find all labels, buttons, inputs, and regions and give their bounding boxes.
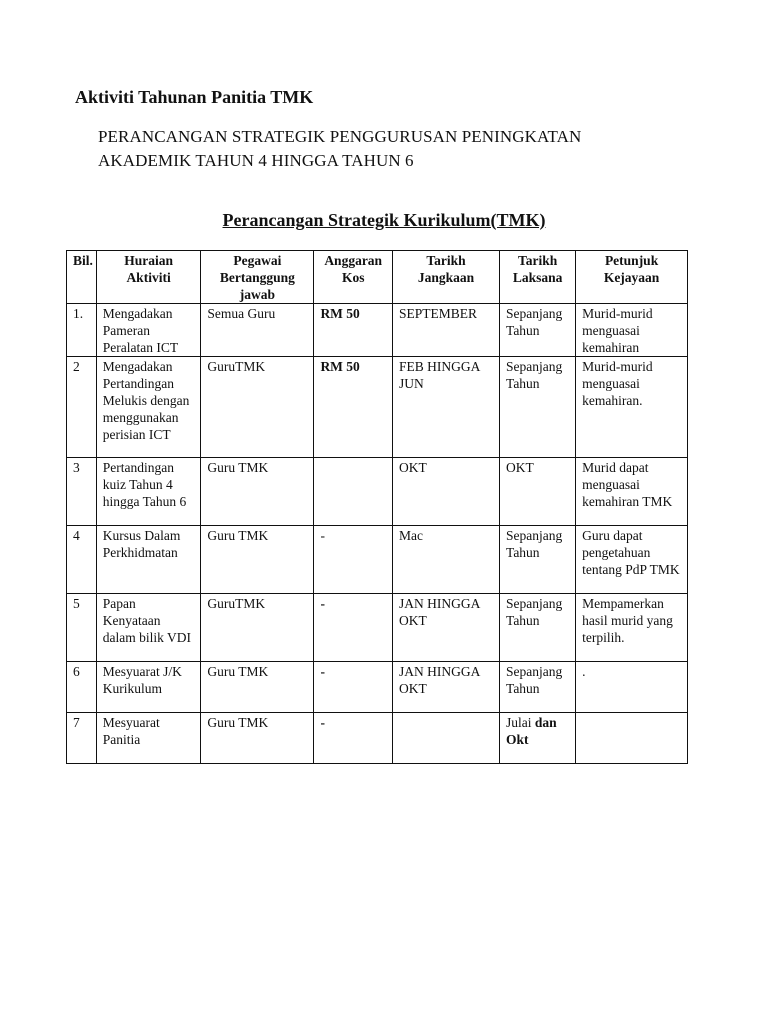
cell-anggaran: - xyxy=(314,526,393,594)
cell-tarikh-jangkaan: FEB HINGGA JUN xyxy=(392,357,499,458)
table-row xyxy=(67,713,688,764)
cell-petunjuk: Murid dapat menguasai kemahiran TMK xyxy=(576,458,688,526)
cell-tarikh-jangkaan: SEPTEMBER xyxy=(392,304,499,357)
cell-anggaran: RM 50 xyxy=(314,304,393,357)
header-bil: Bil. xyxy=(67,251,97,304)
cell-bil: 1. xyxy=(67,304,97,357)
cell-bil: 5 xyxy=(67,594,97,662)
header-anggaran: Anggaran Kos xyxy=(314,251,393,304)
cell-huraian: Kursus Dalam Perkhidmatan xyxy=(96,526,201,594)
cell-tarikh-laksana: Sepanjang Tahun xyxy=(500,594,576,662)
cell-pegawai: Guru TMK xyxy=(201,458,314,526)
cell-anggaran: - xyxy=(314,594,393,662)
table-row xyxy=(67,458,688,526)
cell-petunjuk: Murid-murid menguasai kemahiran. xyxy=(576,357,688,458)
cell-petunjuk: Guru dapat pengetahuan tentang PdP TMK xyxy=(576,526,688,594)
activity-table xyxy=(66,250,688,764)
cell-huraian: Papan Kenyataan dalam bilik VDI xyxy=(96,594,201,662)
header-pegawai: Pegawai Bertanggung jawab xyxy=(201,251,314,304)
cell-tarikh-laksana: Sepanjang Tahun xyxy=(500,357,576,458)
cell-anggaran: - xyxy=(314,713,393,764)
cell-tarikh-jangkaan: Mac xyxy=(392,526,499,594)
table-row xyxy=(67,304,688,357)
table-header-row xyxy=(67,251,688,304)
table-row xyxy=(67,526,688,594)
cell-bil: 6 xyxy=(67,662,97,713)
table-row xyxy=(67,357,688,458)
cell-petunjuk: . xyxy=(576,662,688,713)
table-row xyxy=(67,594,688,662)
document-title: Aktiviti Tahunan Panitia TMK xyxy=(75,87,314,107)
section-heading: Perancangan Strategik Kurikulum(TMK) xyxy=(222,210,546,230)
header-tarikh-laksana: Tarikh Laksana xyxy=(500,251,576,304)
cell-bil: 3 xyxy=(67,458,97,526)
table-row xyxy=(67,662,688,713)
cell-huraian: Mesyuarat J/K Kurikulum xyxy=(96,662,201,713)
cell-pegawai: GuruTMK xyxy=(201,357,314,458)
cell-tarikh-laksana: OKT xyxy=(500,458,576,526)
tarikh-laksana-part-2: dan Okt xyxy=(506,715,557,747)
cell-anggaran: RM 50 xyxy=(314,357,393,458)
cell-petunjuk: Mempamerkan hasil murid yang terpilih. xyxy=(576,594,688,662)
cell-tarikh-jangkaan: OKT xyxy=(392,458,499,526)
header-tarikh-jangkaan: Tarikh Jangkaan xyxy=(392,251,499,304)
cell-tarikh-laksana: Sepanjang Tahun xyxy=(500,662,576,713)
subtitle-line-1: PERANCANGAN STRATEGIK PENGGURUSAN PENINGKATAN xyxy=(98,127,582,146)
cell-petunjuk: Murid-murid menguasai kemahiran xyxy=(576,304,688,357)
cell-pegawai: Guru TMK xyxy=(201,526,314,594)
cell-anggaran: - xyxy=(314,662,393,713)
cell-huraian: Pertandingan kuiz Tahun 4 hingga Tahun 6 xyxy=(96,458,201,526)
cell-bil: 4 xyxy=(67,526,97,594)
cell-tarikh-jangkaan: JAN HINGGA OKT xyxy=(392,662,499,713)
cell-bil: 7 xyxy=(67,713,97,764)
cell-petunjuk xyxy=(576,713,688,764)
cell-tarikh-laksana: Sepanjang Tahun xyxy=(500,526,576,594)
cell-pegawai: GuruTMK xyxy=(201,594,314,662)
cell-tarikh-jangkaan xyxy=(392,713,499,764)
cell-huraian: Mengadakan Pertandingan Melukis dengan menggunakan perisian ICT xyxy=(96,357,201,458)
cell-pegawai: Guru TMK xyxy=(201,662,314,713)
header-huraian: Huraian Aktiviti xyxy=(96,251,201,304)
header-petunjuk: Petunjuk Kejayaan xyxy=(576,251,688,304)
subtitle-line-2: AKADEMIK TAHUN 4 HINGGA TAHUN 6 xyxy=(98,151,414,170)
document-subtitle xyxy=(98,125,581,173)
cell-tarikh-jangkaan: JAN HINGGA OKT xyxy=(392,594,499,662)
cell-huraian: Mesyuarat Panitia xyxy=(96,713,201,764)
cell-huraian: Mengadakan Pameran Peralatan ICT xyxy=(96,304,201,357)
cell-pegawai: Guru TMK xyxy=(201,713,314,764)
cell-anggaran xyxy=(314,458,393,526)
tarikh-laksana-part-1: Julai xyxy=(506,715,532,730)
cell-pegawai: Semua Guru xyxy=(201,304,314,357)
cell-bil: 2 xyxy=(67,357,97,458)
cell-tarikh-laksana: Sepanjang Tahun xyxy=(500,304,576,357)
cell-tarikh-laksana xyxy=(500,713,576,764)
